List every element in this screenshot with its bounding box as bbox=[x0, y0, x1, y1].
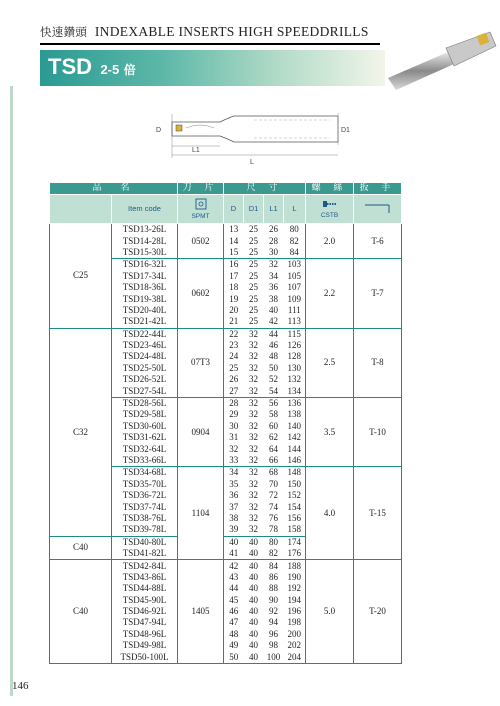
d-cell: 50 bbox=[224, 651, 244, 663]
d-cell: 46 bbox=[224, 606, 244, 617]
d-cell: 18 bbox=[224, 282, 244, 293]
drill-photo bbox=[378, 20, 498, 100]
shank-group-cell: C40 bbox=[50, 560, 112, 664]
d-cell: 39 bbox=[224, 524, 244, 536]
l-cell: 176 bbox=[284, 548, 306, 560]
l-cell: 200 bbox=[284, 629, 306, 640]
d-cell: 34 bbox=[224, 467, 244, 479]
label-l1: L1 bbox=[192, 147, 200, 154]
l1-cell: 88 bbox=[264, 583, 284, 594]
screw-label: CSTB bbox=[320, 211, 339, 219]
d-cell: 43 bbox=[224, 572, 244, 583]
model-cell: TSD30-60L bbox=[112, 421, 178, 432]
banner-suffix: 倍 bbox=[123, 63, 136, 77]
l1-cell: 92 bbox=[264, 606, 284, 617]
d-cell: 21 bbox=[224, 316, 244, 328]
screw-cell: 2.2 bbox=[306, 259, 354, 328]
l1-cell: 76 bbox=[264, 513, 284, 524]
insert-icon bbox=[195, 198, 207, 210]
label-d1: D1 bbox=[341, 127, 350, 134]
d-cell: 37 bbox=[224, 501, 244, 512]
l-cell: 158 bbox=[284, 524, 306, 536]
l-cell: 113 bbox=[284, 316, 306, 328]
header-screw: 螺 絲 bbox=[306, 183, 354, 195]
header-wrench-type bbox=[354, 195, 402, 224]
l-cell: 196 bbox=[284, 606, 306, 617]
d1-cell: 32 bbox=[244, 363, 264, 374]
header-insert-type bbox=[178, 195, 224, 224]
l1-cell: 60 bbox=[264, 421, 284, 432]
shank-group-cell: C32 bbox=[50, 328, 112, 536]
page-number: 146 bbox=[12, 680, 29, 692]
d1-cell: 32 bbox=[244, 328, 264, 340]
l1-cell: 80 bbox=[264, 536, 284, 548]
table-row bbox=[50, 328, 402, 340]
header-screw-type bbox=[306, 195, 354, 224]
shank-group-cell: C25 bbox=[50, 224, 112, 329]
header-cn-title: 快速鑽頭 bbox=[40, 25, 88, 39]
wrench-cell: T-20 bbox=[354, 560, 402, 664]
l1-cell: 38 bbox=[264, 293, 284, 304]
l1-cell: 34 bbox=[264, 271, 284, 282]
table-row bbox=[50, 560, 402, 572]
d-cell: 28 bbox=[224, 397, 244, 409]
l1-cell: 44 bbox=[264, 328, 284, 340]
model-cell: TSD34-68L bbox=[112, 467, 178, 479]
l1-cell: 66 bbox=[264, 455, 284, 467]
l1-cell: 98 bbox=[264, 640, 284, 651]
l-cell: 202 bbox=[284, 640, 306, 651]
model-cell: TSD16-32L bbox=[112, 259, 178, 271]
model-cell: TSD18-36L bbox=[112, 282, 178, 293]
wrench-icon bbox=[363, 202, 393, 214]
d1-cell: 32 bbox=[244, 421, 264, 432]
header-col-d1: D1 bbox=[244, 195, 264, 224]
model-cell: TSD17-34L bbox=[112, 271, 178, 282]
d-cell: 16 bbox=[224, 259, 244, 271]
model-cell: TSD48-96L bbox=[112, 629, 178, 640]
l-cell: 142 bbox=[284, 432, 306, 443]
model-cell: TSD24-48L bbox=[112, 351, 178, 362]
l-cell: 82 bbox=[284, 235, 306, 246]
d-cell: 17 bbox=[224, 271, 244, 282]
wrench-cell: T-15 bbox=[354, 467, 402, 560]
l-cell: 140 bbox=[284, 421, 306, 432]
model-cell: TSD36-72L bbox=[112, 490, 178, 501]
screw-cell: 4.0 bbox=[306, 467, 354, 560]
model-cell: TSD25-50L bbox=[112, 363, 178, 374]
model-cell: TSD28-56L bbox=[112, 397, 178, 409]
l1-cell: 100 bbox=[264, 651, 284, 663]
d-cell: 44 bbox=[224, 583, 244, 594]
l1-cell: 62 bbox=[264, 432, 284, 443]
header-title bbox=[40, 24, 369, 40]
l1-cell: 78 bbox=[264, 524, 284, 536]
wrench-cell: T-7 bbox=[354, 259, 402, 328]
l-cell: 194 bbox=[284, 595, 306, 606]
l-cell: 148 bbox=[284, 467, 306, 479]
l1-cell: 50 bbox=[264, 363, 284, 374]
l1-cell: 28 bbox=[264, 235, 284, 246]
model-cell: TSD40-80L bbox=[112, 536, 178, 548]
d-cell: 48 bbox=[224, 629, 244, 640]
model-cell: TSD21-42L bbox=[112, 316, 178, 328]
d1-cell: 32 bbox=[244, 340, 264, 351]
d-cell: 22 bbox=[224, 328, 244, 340]
table-row bbox=[50, 224, 402, 236]
insert-cell: 0904 bbox=[178, 397, 224, 466]
d1-cell: 32 bbox=[244, 455, 264, 467]
wrench-cell: T-6 bbox=[354, 224, 402, 259]
header-col-l: L bbox=[284, 195, 306, 224]
page-side-bar bbox=[10, 86, 13, 696]
label-l: L bbox=[250, 159, 254, 166]
model-cell: TSD33-66L bbox=[112, 455, 178, 467]
l-cell: 103 bbox=[284, 259, 306, 271]
d-cell: 26 bbox=[224, 374, 244, 385]
d1-cell: 32 bbox=[244, 351, 264, 362]
header-col-l1: L1 bbox=[264, 195, 284, 224]
screw-cell: 3.5 bbox=[306, 397, 354, 466]
screw-icon bbox=[322, 199, 338, 209]
model-cell: TSD44-88L bbox=[112, 583, 178, 594]
d1-cell: 40 bbox=[244, 548, 264, 560]
d1-cell: 25 bbox=[244, 282, 264, 293]
l-cell: 156 bbox=[284, 513, 306, 524]
model-cell: TSD37-74L bbox=[112, 501, 178, 512]
d-cell: 33 bbox=[224, 455, 244, 467]
d1-cell: 40 bbox=[244, 640, 264, 651]
d1-cell: 32 bbox=[244, 409, 264, 420]
header-blank bbox=[50, 195, 112, 224]
d-cell: 14 bbox=[224, 235, 244, 246]
shank-group-cell: C40 bbox=[50, 536, 112, 560]
d-cell: 13 bbox=[224, 224, 244, 236]
l1-cell: 48 bbox=[264, 351, 284, 362]
l-cell: 107 bbox=[284, 282, 306, 293]
l1-cell: 56 bbox=[264, 397, 284, 409]
model-cell: TSD13-26L bbox=[112, 224, 178, 236]
l-cell: 111 bbox=[284, 305, 306, 316]
header-rule bbox=[40, 43, 380, 45]
l1-cell: 64 bbox=[264, 443, 284, 454]
model-cell: TSD14-28L bbox=[112, 235, 178, 246]
l-cell: 130 bbox=[284, 363, 306, 374]
model-cell: TSD42-84L bbox=[112, 560, 178, 572]
l1-cell: 58 bbox=[264, 409, 284, 420]
l-cell: 105 bbox=[284, 271, 306, 282]
header-wrench: 扳 手 bbox=[354, 183, 402, 195]
spec-table bbox=[49, 182, 402, 664]
banner-title bbox=[48, 54, 136, 80]
header-item-code: Item code bbox=[112, 195, 178, 224]
d1-cell: 40 bbox=[244, 651, 264, 663]
insert-cell: 07T3 bbox=[178, 328, 224, 397]
header-dimensions: 尺 寸 bbox=[224, 183, 306, 195]
d-cell: 24 bbox=[224, 351, 244, 362]
model-cell: TSD39-78L bbox=[112, 524, 178, 536]
d-cell: 35 bbox=[224, 479, 244, 490]
d-cell: 20 bbox=[224, 305, 244, 316]
insert-label: SPMT bbox=[191, 212, 210, 220]
model-cell: TSD20-40L bbox=[112, 305, 178, 316]
d1-cell: 32 bbox=[244, 479, 264, 490]
d-cell: 32 bbox=[224, 443, 244, 454]
model-cell: TSD46-92L bbox=[112, 606, 178, 617]
d-cell: 47 bbox=[224, 617, 244, 628]
model-cell: TSD49-98L bbox=[112, 640, 178, 651]
l-cell: 146 bbox=[284, 455, 306, 467]
l1-cell: 94 bbox=[264, 617, 284, 628]
model-cell: TSD41-82L bbox=[112, 548, 178, 560]
model-cell: TSD26-52L bbox=[112, 374, 178, 385]
d-cell: 38 bbox=[224, 513, 244, 524]
l-cell: 190 bbox=[284, 572, 306, 583]
d-cell: 30 bbox=[224, 421, 244, 432]
l-cell: 192 bbox=[284, 583, 306, 594]
l-cell: 204 bbox=[284, 651, 306, 663]
banner-range: 2-5 bbox=[100, 62, 120, 77]
d1-cell: 25 bbox=[244, 259, 264, 271]
header-insert: 刀 片 bbox=[178, 183, 224, 195]
d1-cell: 40 bbox=[244, 629, 264, 640]
l1-cell: 86 bbox=[264, 572, 284, 583]
drill-drawing bbox=[150, 108, 360, 170]
model-cell: TSD27-54L bbox=[112, 385, 178, 397]
l1-cell: 82 bbox=[264, 548, 284, 560]
model-cell: TSD29-58L bbox=[112, 409, 178, 420]
d1-cell: 32 bbox=[244, 443, 264, 454]
model-cell: TSD45-90L bbox=[112, 595, 178, 606]
l-cell: 134 bbox=[284, 385, 306, 397]
d1-cell: 40 bbox=[244, 572, 264, 583]
d-cell: 15 bbox=[224, 247, 244, 259]
d1-cell: 25 bbox=[244, 293, 264, 304]
insert-cell: 0502 bbox=[178, 224, 224, 259]
l1-cell: 42 bbox=[264, 316, 284, 328]
l-cell: 128 bbox=[284, 351, 306, 362]
l1-cell: 52 bbox=[264, 374, 284, 385]
d-cell: 29 bbox=[224, 409, 244, 420]
screw-cell: 2.0 bbox=[306, 224, 354, 259]
l1-cell: 72 bbox=[264, 490, 284, 501]
spec-table-wrap bbox=[49, 182, 402, 664]
model-cell: TSD43-86L bbox=[112, 572, 178, 583]
d-cell: 19 bbox=[224, 293, 244, 304]
screw-cell: 5.0 bbox=[306, 560, 354, 664]
l1-cell: 70 bbox=[264, 479, 284, 490]
d1-cell: 25 bbox=[244, 224, 264, 236]
model-cell: TSD23-46L bbox=[112, 340, 178, 351]
wrench-cell: T-10 bbox=[354, 397, 402, 466]
d1-cell: 40 bbox=[244, 560, 264, 572]
d-cell: 41 bbox=[224, 548, 244, 560]
model-cell: TSD50-100L bbox=[112, 651, 178, 663]
l1-cell: 36 bbox=[264, 282, 284, 293]
model-cell: TSD22-44L bbox=[112, 328, 178, 340]
d1-cell: 25 bbox=[244, 305, 264, 316]
l-cell: 174 bbox=[284, 536, 306, 548]
l-cell: 109 bbox=[284, 293, 306, 304]
insert-cell: 0602 bbox=[178, 259, 224, 328]
l-cell: 132 bbox=[284, 374, 306, 385]
l-cell: 84 bbox=[284, 247, 306, 259]
l1-cell: 96 bbox=[264, 629, 284, 640]
model-cell: TSD31-62L bbox=[112, 432, 178, 443]
header-col-d: D bbox=[224, 195, 244, 224]
d1-cell: 40 bbox=[244, 606, 264, 617]
d-cell: 31 bbox=[224, 432, 244, 443]
l1-cell: 26 bbox=[264, 224, 284, 236]
d-cell: 27 bbox=[224, 385, 244, 397]
d1-cell: 25 bbox=[244, 316, 264, 328]
l-cell: 154 bbox=[284, 501, 306, 512]
l-cell: 198 bbox=[284, 617, 306, 628]
l1-cell: 32 bbox=[264, 259, 284, 271]
d1-cell: 32 bbox=[244, 397, 264, 409]
l-cell: 152 bbox=[284, 490, 306, 501]
model-cell: TSD32-64L bbox=[112, 443, 178, 454]
l-cell: 126 bbox=[284, 340, 306, 351]
d1-cell: 32 bbox=[244, 513, 264, 524]
l-cell: 144 bbox=[284, 443, 306, 454]
d1-cell: 25 bbox=[244, 271, 264, 282]
d-cell: 36 bbox=[224, 490, 244, 501]
d-cell: 49 bbox=[224, 640, 244, 651]
d1-cell: 40 bbox=[244, 617, 264, 628]
l1-cell: 46 bbox=[264, 340, 284, 351]
l1-cell: 54 bbox=[264, 385, 284, 397]
d-cell: 42 bbox=[224, 560, 244, 572]
model-cell: TSD38-76L bbox=[112, 513, 178, 524]
d1-cell: 25 bbox=[244, 247, 264, 259]
l1-cell: 30 bbox=[264, 247, 284, 259]
model-cell: TSD35-70L bbox=[112, 479, 178, 490]
d1-cell: 32 bbox=[244, 490, 264, 501]
d1-cell: 40 bbox=[244, 536, 264, 548]
model-cell: TSD47-94L bbox=[112, 617, 178, 628]
d1-cell: 32 bbox=[244, 467, 264, 479]
l1-cell: 90 bbox=[264, 595, 284, 606]
d1-cell: 40 bbox=[244, 595, 264, 606]
d-cell: 40 bbox=[224, 536, 244, 548]
l-cell: 138 bbox=[284, 409, 306, 420]
l-cell: 188 bbox=[284, 560, 306, 572]
l1-cell: 68 bbox=[264, 467, 284, 479]
screw-cell: 2.5 bbox=[306, 328, 354, 397]
d-cell: 45 bbox=[224, 595, 244, 606]
d-cell: 23 bbox=[224, 340, 244, 351]
l1-cell: 74 bbox=[264, 501, 284, 512]
banner-code: TSD bbox=[48, 54, 92, 79]
wrench-cell: T-8 bbox=[354, 328, 402, 397]
label-d: D bbox=[156, 127, 162, 134]
d-cell: 25 bbox=[224, 363, 244, 374]
insert-cell: 1405 bbox=[178, 560, 224, 664]
l1-cell: 84 bbox=[264, 560, 284, 572]
model-cell: TSD15-30L bbox=[112, 247, 178, 259]
model-cell: TSD19-38L bbox=[112, 293, 178, 304]
l-cell: 136 bbox=[284, 397, 306, 409]
d1-cell: 32 bbox=[244, 385, 264, 397]
l-cell: 115 bbox=[284, 328, 306, 340]
d1-cell: 40 bbox=[244, 583, 264, 594]
d1-cell: 32 bbox=[244, 432, 264, 443]
d1-cell: 32 bbox=[244, 374, 264, 385]
l-cell: 150 bbox=[284, 479, 306, 490]
l1-cell: 40 bbox=[264, 305, 284, 316]
d1-cell: 25 bbox=[244, 235, 264, 246]
d1-cell: 32 bbox=[244, 524, 264, 536]
header-product-name: 品 名 bbox=[50, 183, 178, 195]
spec-table-body bbox=[50, 224, 402, 664]
insert-cell: 1104 bbox=[178, 467, 224, 560]
d1-cell: 32 bbox=[244, 501, 264, 512]
header-en-title: INDEXABLE INSERTS HIGH SPEEDDRILLS bbox=[94, 24, 369, 39]
l-cell: 80 bbox=[284, 224, 306, 236]
